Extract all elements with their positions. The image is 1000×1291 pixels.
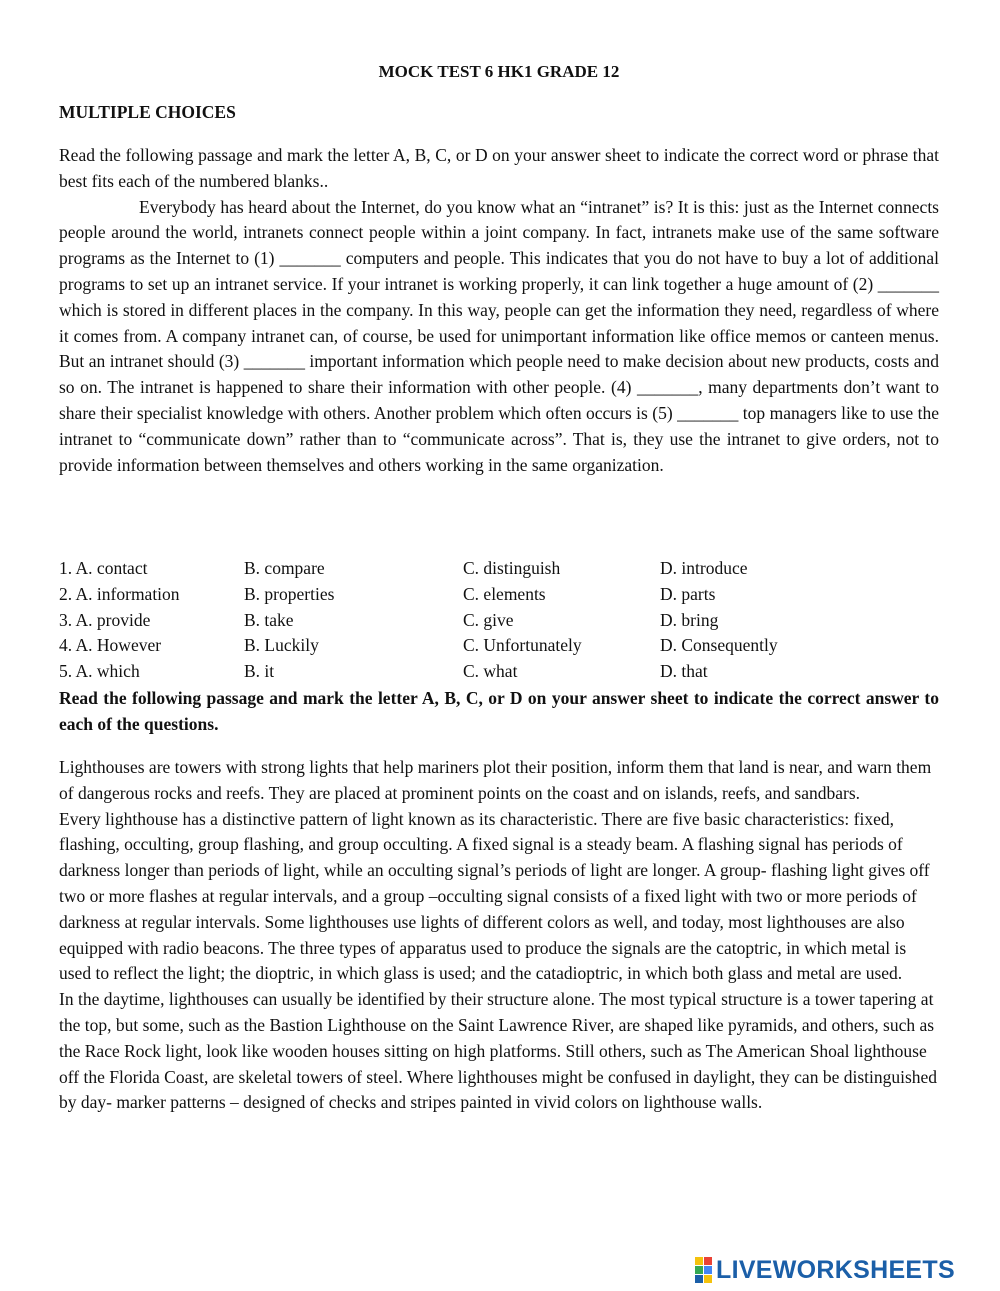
option-d: D. bring <box>660 609 719 630</box>
paragraph: Lighthouses are towers with strong lights that help mariners plot their position, inform them that land is near, and warn them of dangerous rocks and reefs. They are placed at prominent points on the coast and on islands, reefs, and sandbars. <box>59 757 932 803</box>
logo-tile <box>704 1257 712 1265</box>
instruction-1: Read the following passage and mark the letter A, B, C, or D on your answer sheet to indicate the correct word or phrase that best fits each of the numbered blanks.. <box>59 145 939 191</box>
option-c: C. give <box>463 609 514 630</box>
option-a: 2. A. information <box>59 583 180 604</box>
question-row <box>59 633 939 659</box>
instruction-2: Read the following passage and mark the letter A, B, C, or D on your answer sheet to indicate the correct answer to each of the questions. <box>59 688 939 734</box>
option-a: 1. A. contact <box>59 558 148 578</box>
option-d: D. Consequently <box>660 635 778 656</box>
option-d: D. that <box>660 661 708 682</box>
option-b: B. Luckily <box>244 635 319 656</box>
logo-tile <box>704 1266 712 1274</box>
answer-choices <box>59 556 939 685</box>
option-c: C. Unfortunately <box>463 635 582 656</box>
logo-icon <box>695 1257 712 1283</box>
option-c: C. what <box>463 661 518 682</box>
option-b: B. properties <box>244 583 335 604</box>
cloze-section <box>59 143 939 478</box>
option-b: B. take <box>244 609 294 630</box>
logo-tile <box>695 1257 703 1265</box>
logo-tile <box>695 1266 703 1274</box>
option-a: 3. A. provide <box>59 609 151 630</box>
section-heading: MULTIPLE CHOICES <box>59 102 236 122</box>
option-a: 4. A. However <box>59 635 162 656</box>
option-b: B. it <box>244 661 275 682</box>
logo-text: LIVEWORKSHEETS <box>716 1255 955 1284</box>
option-d: D. parts <box>660 583 716 604</box>
liveworksheets-logo <box>695 1252 995 1288</box>
paragraph: Every lighthouse has a distinctive pattern of light known as its characteristic. There are five basic characteristics: fixed, flashing, occulting, group flashing, and group occulting. A fixed signal is a steady beam. A flashing signal has periods of darkness longer than periods of light, while an occulting signal’s periods of light are longer. A group- flashing light gives off two or more flashes at regular intervals, and a group –occulting signal consists of a fixed light with two or more periods of darkness at regular intervals. Some lighthouses use lights of different colors as well, and today, most lighthouses are also equipped with radio beacons. The three types of apparatus used to produce the signals are the catoptric, in which metal is used to reflect the light; the dioptric, in which glass is used; and the catadioptric, in which both glass and metal are used. <box>59 808 930 984</box>
question-row <box>59 608 939 634</box>
question-row <box>59 556 939 582</box>
question-row <box>59 582 939 608</box>
option-a: 5. A. which <box>59 661 140 682</box>
page-title: MOCK TEST 6 HK1 GRADE 12 <box>378 62 620 81</box>
question-row <box>59 659 939 685</box>
paragraph: In the daytime, lighthouses can usually be identified by their structure alone. The most typical structure is a tower tapering at the top, but some, such as the Bastion Lighthouse on the Saint Lawrence River, are shaped like pyramids, and others, such as the Race Rock light, look like wooden houses sitting on high platforms. Still others, such as The American Shoal lighthouse off the Florida Coast, are skeletal towers of steel. Where lighthouses might be confused in daylight, they can be distinguished by day- marker patterns – designed of checks and stripes painted in vivid colors on lighthouse walls. <box>59 989 938 1113</box>
passage-intranet: Everybody has heard about the Internet, do you know what an “intranet” is? It is this: just as the Internet connects people around the world, intranets connect people within a joint company. In fact, intranets make use of the same software programs as the Internet to (1) _______ computers and people. This indicates that you do not have to buy a lot of additional programs to set up an intranet service. If your intranet is working properly, it can link together a huge amount of (2) _______ which is stored in different places in the company. In this way, people can get the information they need, regardless of where it comes from. A company intranet can, of course, be used for unimportant information like office memos or canteen menus. But an intranet should (3) _______ important information which people need to make decision about new products, costs and so on. The intranet is happened to share their information with other people. (4) _______, many departments don’t want to share their specialist knowledge with others. Another problem which often occurs is (5) _______ top managers like to use the intranet to “communicate down” rather than to “communicate across”. That is, they use the intranet to give orders, not to provide information between themselves and others working in the same organization. <box>59 196 939 475</box>
passage-lighthouses <box>59 755 939 1116</box>
option-d: D. introduce <box>660 558 748 578</box>
logo-tile <box>695 1275 703 1283</box>
option-c: C. distinguish <box>463 558 561 578</box>
logo-tile <box>704 1275 712 1283</box>
option-b: B. compare <box>244 558 325 578</box>
option-c: C. elements <box>463 583 546 604</box>
